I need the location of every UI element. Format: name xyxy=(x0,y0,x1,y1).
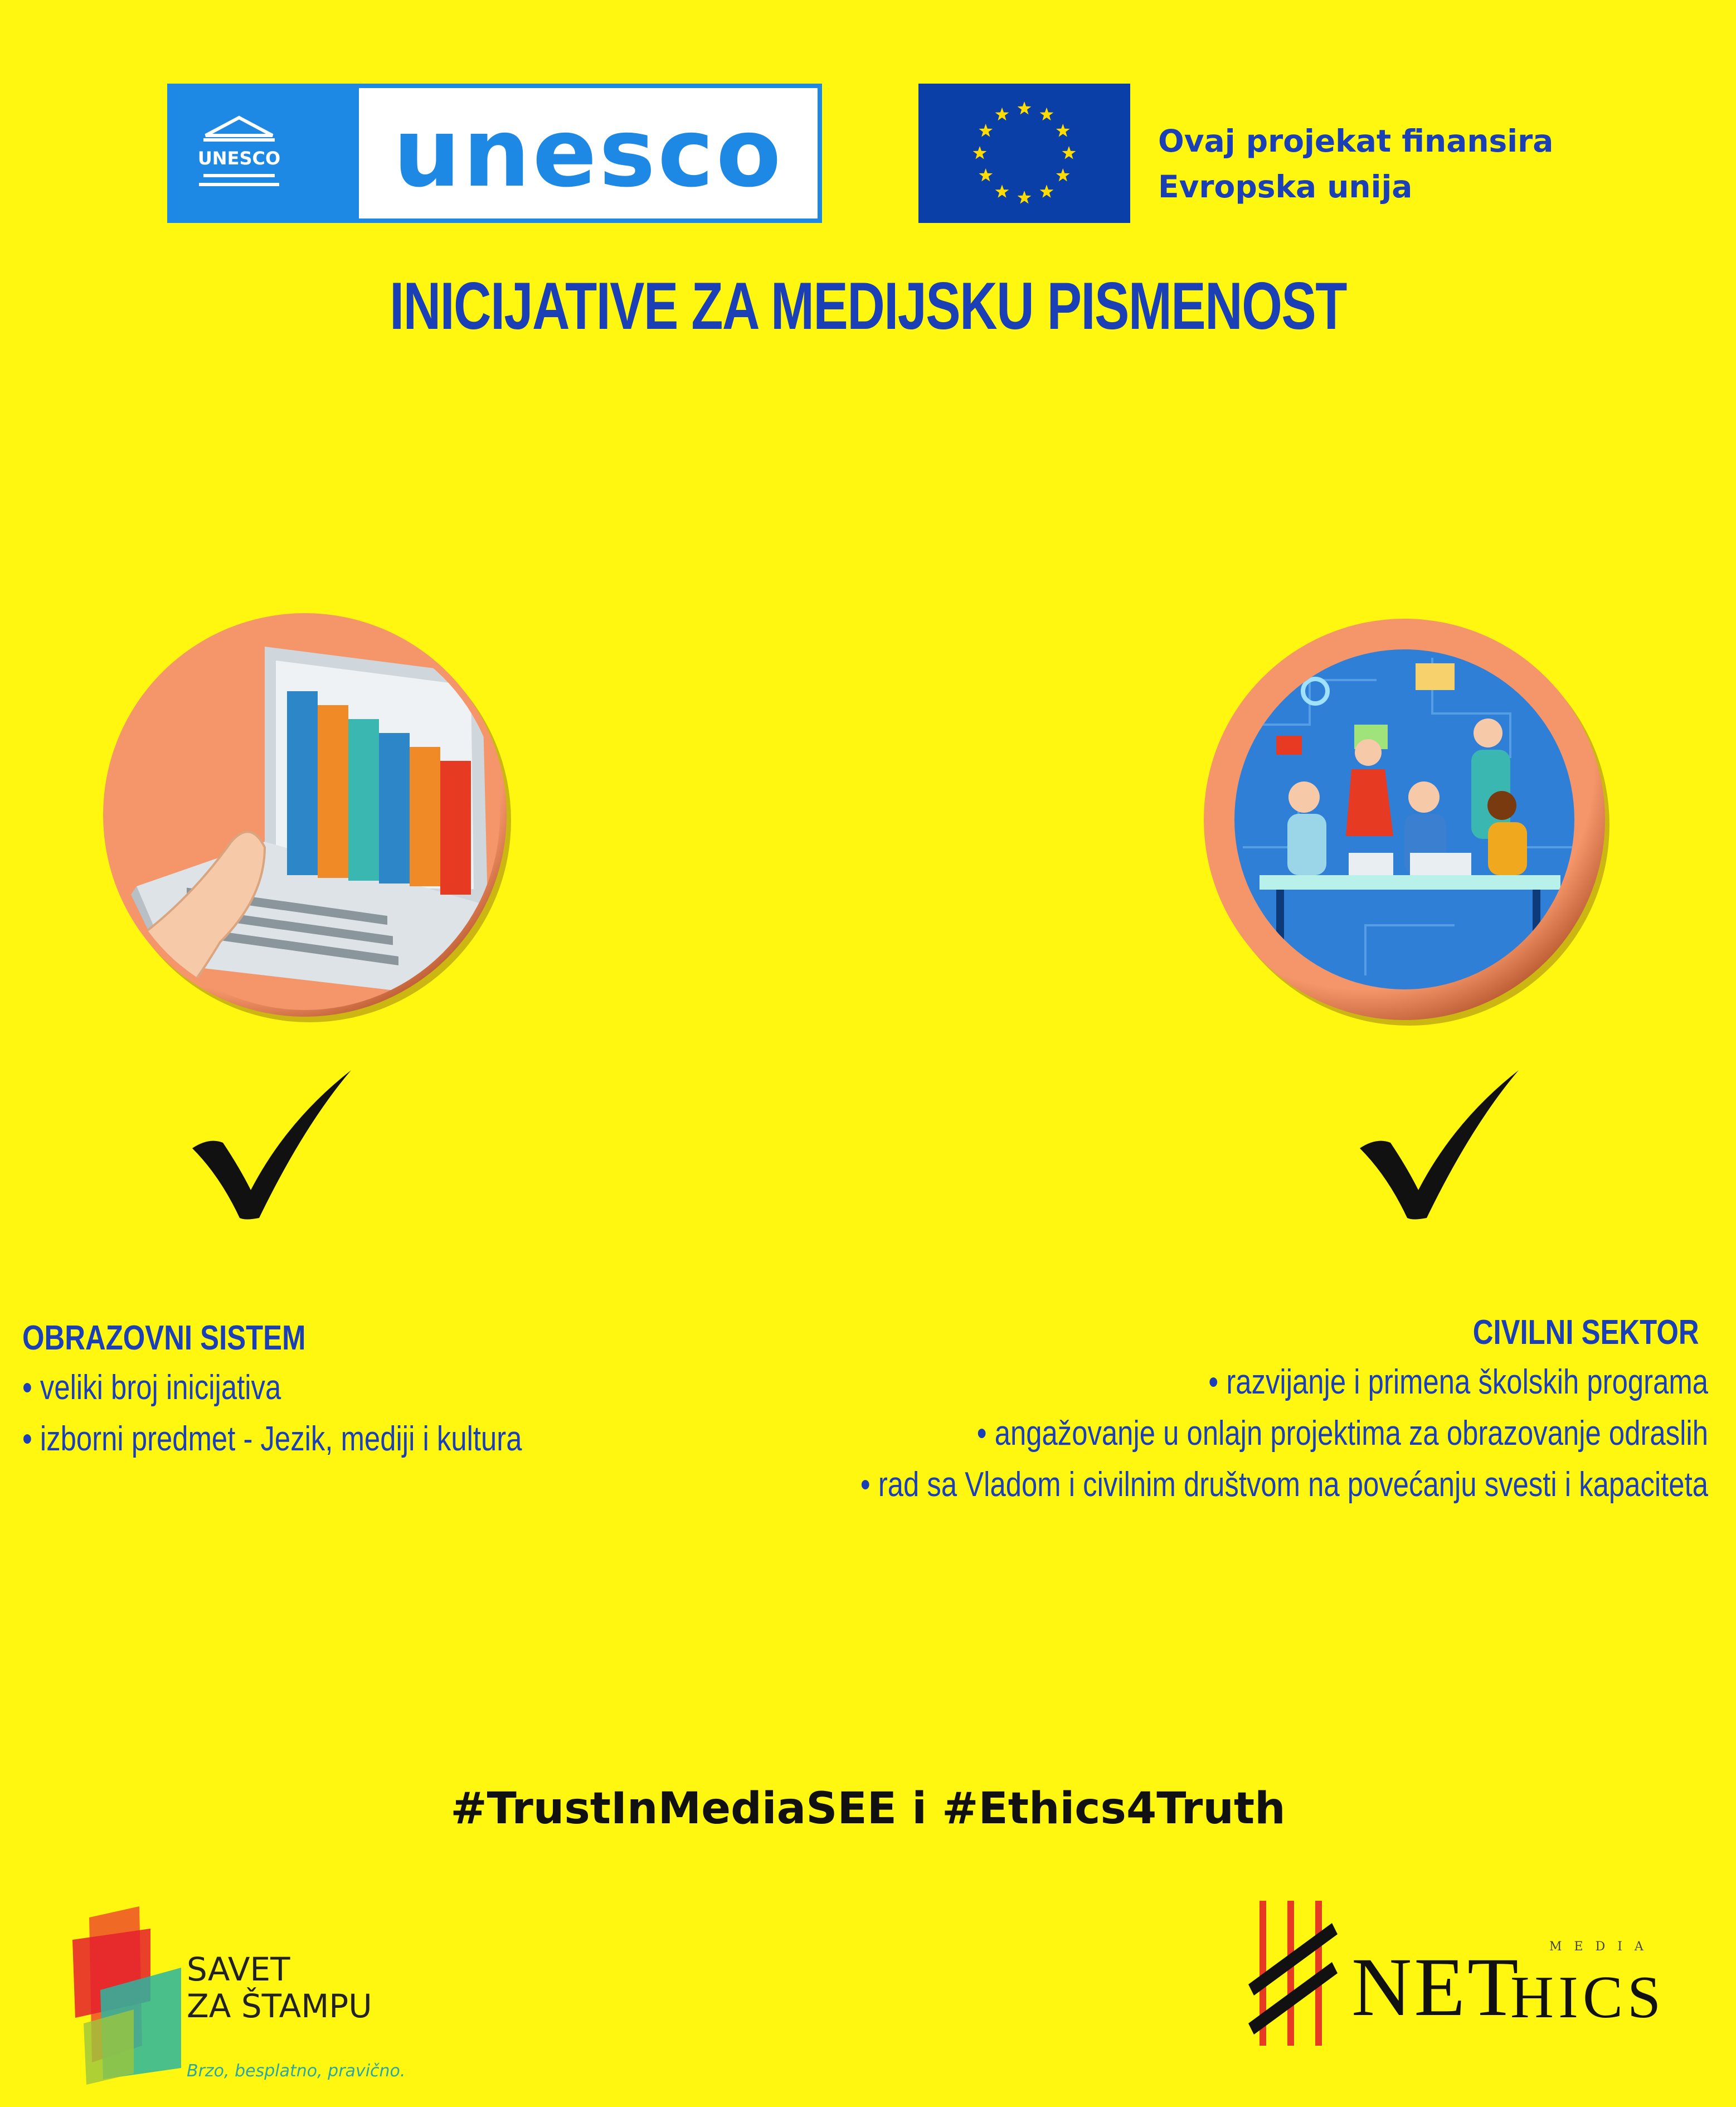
eu-funding-text xyxy=(1158,118,1553,210)
eu-star-icon xyxy=(1040,108,1054,121)
education-bullet-1: • veliki broj inicijativa xyxy=(22,1368,281,1407)
eu-star-icon xyxy=(973,146,987,159)
eu-text-line1: Ovaj projekat finansira xyxy=(1158,123,1554,159)
education-bullet-2: • izborni predmet - Jezik, mediji i kultura xyxy=(22,1420,522,1458)
nethics-logo xyxy=(1248,1901,1666,2051)
civil-sector-bullet-3: • rad sa Vladom i civilnim društvom na povećanju svesti i kapaciteta xyxy=(860,1465,1708,1504)
eu-star-icon xyxy=(979,168,993,182)
eu-star-icon xyxy=(1018,191,1032,204)
eu-star-icon xyxy=(1056,168,1070,182)
civil-sector-bullet-2: • angažovanje u onlajn projektima za obrazovanje odraslih xyxy=(976,1414,1708,1453)
savet-logo-mark-icon xyxy=(67,1906,189,2085)
education-heading: OBRAZOVNI SISTEM xyxy=(22,1319,306,1357)
people-network-icon xyxy=(1198,613,1611,1026)
nethics-hash-icon xyxy=(1248,1901,1349,2051)
civil-sector-section xyxy=(860,1313,1708,1511)
eu-star-icon xyxy=(979,124,993,137)
eu-star-icon xyxy=(1040,185,1054,198)
eu-star-icon xyxy=(1056,124,1070,137)
savet-line2: ZA ŠTAMPU xyxy=(187,1987,372,2025)
eu-star-icon xyxy=(995,185,1009,198)
checkmark-icon xyxy=(192,1070,354,1221)
hashtags: #TrustInMediaSEE i #Ethics4Truth xyxy=(450,1784,1286,1834)
eu-star-icon xyxy=(1018,101,1032,115)
page-title: INICIJATIVE ZA MEDIJSKU PISMENOST xyxy=(390,269,1346,343)
savet-tagline: Brzo, besplatno, pravično. xyxy=(187,2061,406,2081)
eu-text-line2: Evropska unija xyxy=(1158,169,1413,205)
civil-sector-heading: CIVILNI SEKTOR xyxy=(1472,1313,1699,1352)
unesco-logo xyxy=(167,84,822,223)
unesco-word-box xyxy=(359,88,818,219)
unesco-word: unesco xyxy=(393,98,784,208)
nethics-net-text: NET xyxy=(1351,1941,1521,2033)
eu-stars-icon xyxy=(918,84,1130,223)
education-section xyxy=(22,1318,522,1465)
nethics-hics-text: HICS xyxy=(1510,1964,1666,2031)
savet-za-stampu-logo xyxy=(67,1906,429,2085)
civil-sector-bullet-1: • razvijanje i primena školskih programa xyxy=(1208,1363,1708,1401)
checkmark-icon xyxy=(1360,1070,1521,1221)
nethics-media-text: MEDIA xyxy=(1549,1940,1656,1954)
eu-star-icon xyxy=(995,108,1009,121)
eu-star-icon xyxy=(1062,146,1076,159)
unesco-temple-text: UNESCO xyxy=(197,148,281,169)
laptop-books-icon xyxy=(98,608,513,1023)
savet-line1: SAVET xyxy=(187,1950,290,1988)
eu-flag xyxy=(918,84,1130,223)
